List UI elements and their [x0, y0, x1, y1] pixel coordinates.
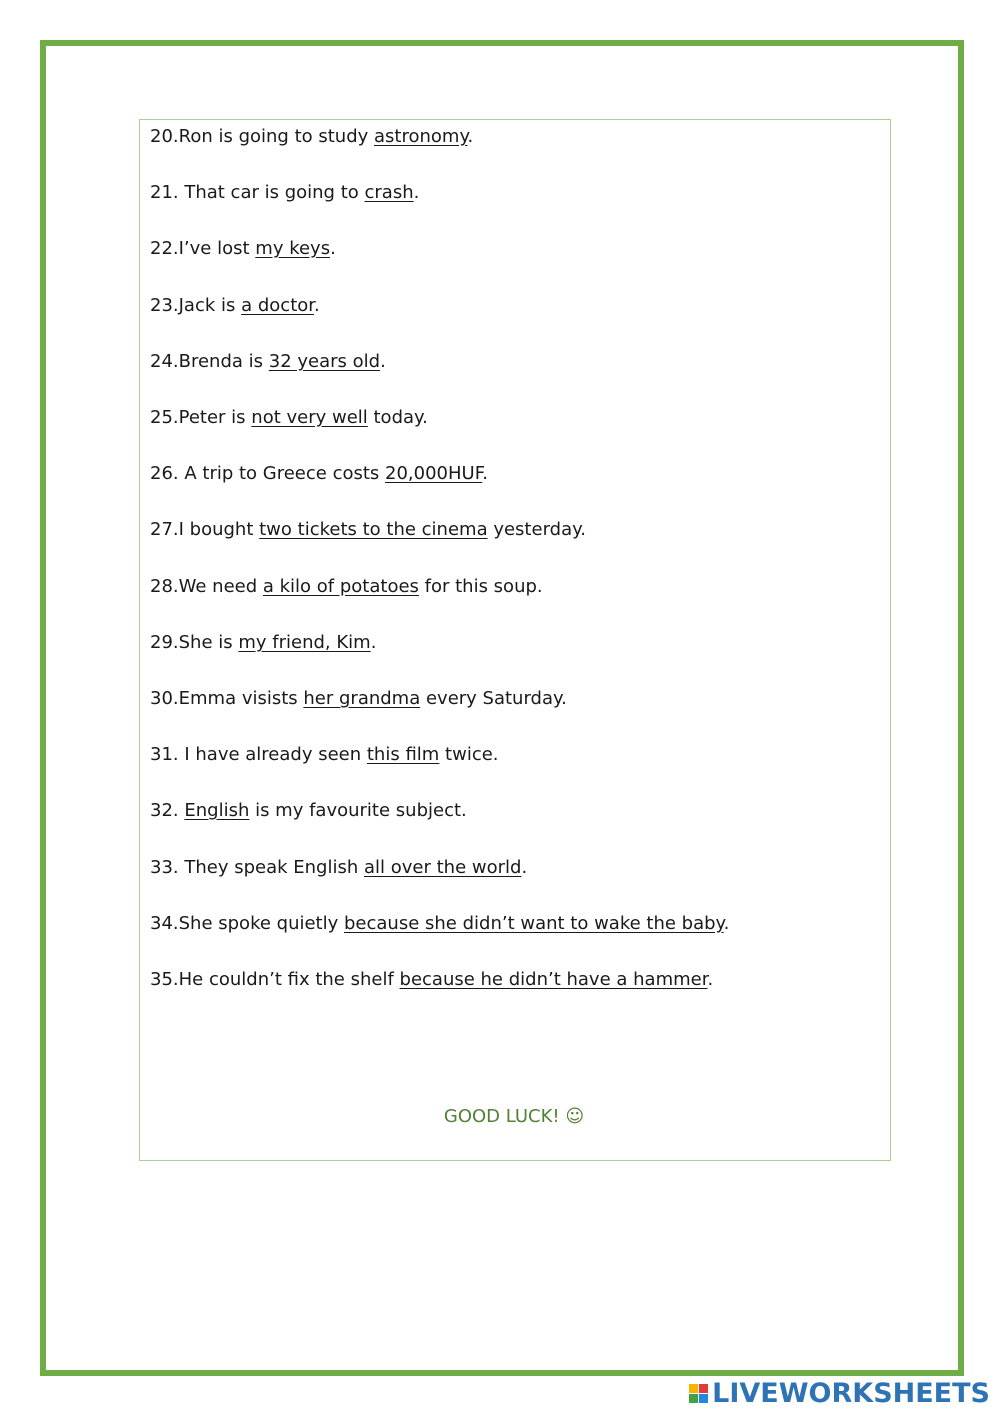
- sentence-text: 26. A trip to Greece costs: [150, 463, 386, 484]
- sentence-text: 23.Jack is: [150, 295, 242, 316]
- sentence-ending: .: [521, 857, 528, 878]
- sentence-item: [150, 968, 713, 992]
- sentence-ending: .: [482, 463, 488, 484]
- sentence-item: [150, 350, 386, 374]
- underlined-answer: English: [184, 800, 250, 821]
- underlined-answer: a doctor: [241, 295, 315, 316]
- sentence-text: 22.I’ve lost: [150, 238, 256, 259]
- sentence-ending: .: [467, 126, 474, 147]
- sentence-text: 34.She spoke quietly: [150, 913, 344, 934]
- sentence-item: [150, 462, 488, 486]
- underlined-answer: two tickets to the cinema: [259, 519, 488, 540]
- sentence-item: [150, 518, 586, 542]
- sentence-text: 33. They speak English: [150, 857, 364, 878]
- sentence-item: [150, 181, 419, 205]
- logo-square-2: [699, 1384, 708, 1393]
- underlined-answer: 32 years old: [268, 351, 381, 372]
- sentence-ending: .: [330, 238, 336, 259]
- sentence-text: 24.Brenda is: [150, 351, 269, 372]
- sentence-text: 30.Emma visists: [150, 688, 304, 709]
- logo-square-4: [699, 1394, 708, 1403]
- sentence-text: 28.We need: [150, 576, 263, 597]
- sentence-ending: .: [413, 182, 420, 203]
- sentence-text: 29.She is: [150, 632, 239, 653]
- underlined-answer: a kilo of potatoes: [262, 576, 419, 597]
- sentence-ending: .: [380, 351, 386, 372]
- sentence-ending: yesterday.: [487, 519, 586, 540]
- underlined-answer: not very well: [251, 407, 368, 428]
- sentence-text: 35.He couldn’t fix the shelf: [150, 969, 400, 990]
- sentence-ending: is my favourite subject.: [249, 800, 467, 821]
- sentence-text: 20.Ron is going to study: [150, 126, 374, 147]
- sentence-ending: .: [707, 969, 714, 990]
- sentence-item: [150, 743, 499, 767]
- closing-message: GOOD LUCK! ☺: [443, 1106, 585, 1127]
- sentence-text: 31. I have already seen: [150, 744, 367, 765]
- sentence-item: [150, 912, 729, 936]
- sentence-ending: .: [314, 295, 320, 316]
- sentence-item: [150, 237, 336, 261]
- sentence-item: [150, 687, 567, 711]
- sentence-text: 32.: [150, 800, 185, 821]
- sentence-item: [150, 856, 527, 880]
- logo-square-1: [689, 1384, 698, 1393]
- sentence-text: 27.I bought: [150, 519, 260, 540]
- sentence-ending: twice.: [439, 744, 499, 765]
- sentence-text: 21. That car is going to: [150, 182, 365, 203]
- sentence-item: [150, 631, 376, 655]
- liveworksheets-logo-icon: [689, 1384, 708, 1403]
- underlined-answer: because he didn’t have a hammer: [399, 969, 708, 990]
- brand-name: LIVEWORKSHEETS: [712, 1378, 990, 1409]
- sentence-ending: today.: [367, 407, 428, 428]
- sentence-item: [150, 125, 473, 149]
- sentence-item: [150, 799, 467, 823]
- underlined-answer: my keys: [255, 238, 331, 259]
- sentence-ending: .: [370, 632, 377, 653]
- underlined-answer: astronomy: [374, 126, 468, 147]
- underlined-answer: my friend, Kim: [238, 632, 371, 653]
- underlined-answer: 20,000HUF: [385, 463, 483, 484]
- liveworksheets-watermark: [689, 1378, 990, 1409]
- sentence-item: [150, 575, 543, 599]
- underlined-answer: her grandma: [303, 688, 421, 709]
- underlined-answer: all over the world: [363, 857, 522, 878]
- sentence-item: [150, 406, 428, 430]
- underlined-answer: crash: [364, 182, 414, 203]
- sentence-item: [150, 294, 320, 318]
- sentence-text: 25.Peter is: [150, 407, 252, 428]
- logo-square-3: [689, 1394, 698, 1403]
- underlined-answer: because she didn’t want to wake the baby: [344, 913, 724, 934]
- sentence-ending: for this soup.: [418, 576, 543, 597]
- sentence-ending: .: [723, 913, 730, 934]
- underlined-answer: this film: [366, 744, 440, 765]
- sentence-ending: every Saturday.: [420, 688, 567, 709]
